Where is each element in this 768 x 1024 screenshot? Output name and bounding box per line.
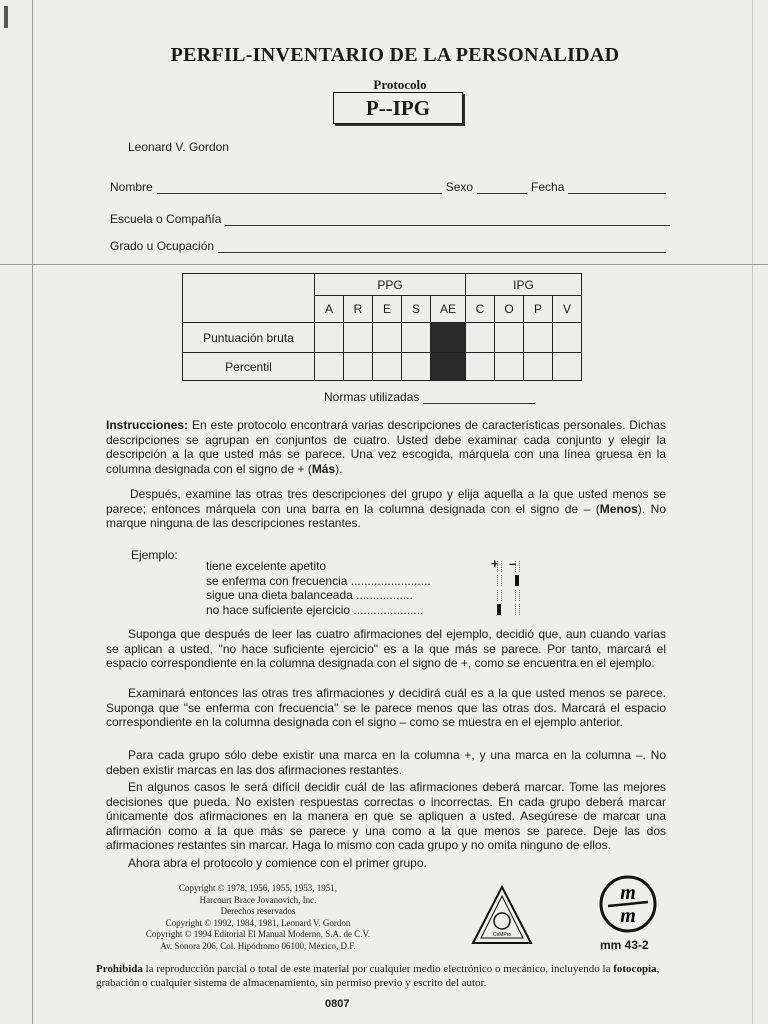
example-item xyxy=(206,574,526,589)
instructions-text-end: ). xyxy=(335,461,343,476)
author-name: Leonard V. Gordon xyxy=(128,140,229,154)
copyright-line: Copyright © 1992, 1984, 1981, Leonard V. Gordon xyxy=(165,917,351,928)
catalog-code: mm 43-2 xyxy=(600,938,649,952)
example-item-text: sigue una dieta balanceada ................. xyxy=(206,588,413,602)
manual-moderno-logo-icon xyxy=(598,874,658,934)
score-cell[interactable] xyxy=(524,323,553,353)
grado-row xyxy=(110,239,670,253)
shaded-cell xyxy=(431,323,466,353)
header-separator xyxy=(0,264,768,265)
percentile-cell[interactable] xyxy=(344,353,373,381)
sexo-label: Sexo xyxy=(445,180,474,194)
notice-text-end: , grabación o cualquier sistema de almacenamiento, sin permiso previo y escrito del autor. xyxy=(96,963,660,989)
row-percentil-label: Percentil xyxy=(183,353,315,381)
instructions-text: Después, examine las otras tres descripciones del grupo y elija aquella a la que usted menos se parece; entonces márquela con una barra en la columna designada con el signo de – ( xyxy=(106,487,666,516)
percentile-cell[interactable] xyxy=(524,353,553,381)
copyright-line: Copyright © 1994 Editorial El Manual Moderno, S.A. de C.V. xyxy=(145,929,371,939)
minus-mark-slot xyxy=(508,589,526,602)
prohibida-label: Prohibida xyxy=(96,963,143,975)
instructions-text-end: ). No marque ninguna de las descripciones restantes. xyxy=(106,501,666,530)
score-cell[interactable] xyxy=(553,323,582,353)
percentile-cell[interactable] xyxy=(402,353,431,381)
copyright-line: Copyright © 1978, 1956, 1955, 1953, 1951, xyxy=(178,883,338,893)
svg-text:CeMPro: CeMPro xyxy=(492,932,512,938)
plus-mark-slot xyxy=(490,560,508,573)
row-bruta-label: Puntuación bruta xyxy=(183,323,315,353)
body-p4: Examinará entonces las otras tres afirmaciones y decidirá cuál es a la que usted menos se parece. Suponga que "se enferma con frecuencia" se le parece menos que las otras dos. Marcará el espacio correspondiente en la columna designada con el signo – como se muestra en el ejemplo anterior. xyxy=(106,686,666,729)
instructions-heading: Instrucciones: xyxy=(106,418,189,432)
shaded-cell xyxy=(431,353,466,381)
example-item xyxy=(206,559,526,574)
scale-header: S xyxy=(402,296,431,323)
example-item-text: tiene excelente apetito xyxy=(206,559,327,573)
normas-label: Normas utilizadas xyxy=(324,390,420,404)
instructions-p1 xyxy=(106,418,666,476)
margin-line-right xyxy=(752,0,753,1024)
protocol-code: P--IPG xyxy=(333,92,463,124)
scale-header: P xyxy=(524,296,553,323)
instructions-text: En este protocolo encontrará varias descripciones de características personales. Dichas descripciones se agrupan en conjuntos de cuatro. Usted debe examinar cada conjunto y elegir la descripción a la que usted más se parece. Una vez escogida, márquela con una línea gruesa en la columna designada con el signo de + ( xyxy=(106,418,666,476)
body-p6: En algunos casos le será difícil decidir cuál de las afirmaciones deberá marcar. Tome las mejores decisiones que pueda. No existen respuestas correctas o incorrectas. En cada grupo deberá marcar únicamente dos afirmaciones en la manera en que se apliquen a usted. Asegúrese de marcar una afirmación como a la que más se parece y una como a la que menos se parece. Deje las dos afirmaciones restantes sin marcar. Haga lo mismo con cada grupo y no omita ninguno de ellos. xyxy=(106,780,666,852)
escuela-row xyxy=(110,212,674,226)
plus-mark-slot xyxy=(490,574,508,587)
copyright-line: Harcourt Brace Jovanovich, Inc. xyxy=(199,894,317,905)
nombre-label: Nombre xyxy=(110,180,153,194)
scan-corner-mark xyxy=(4,6,8,28)
plus-mark-slot xyxy=(490,589,508,602)
notice-text: la reproducción parcial o total de este material por cualquier medio electrónico o mecánico, incluyendo la xyxy=(142,963,614,975)
example-item xyxy=(206,603,526,618)
ipg-header: IPG xyxy=(466,274,582,296)
score-cell[interactable] xyxy=(495,323,524,353)
grado-field[interactable] xyxy=(218,242,666,253)
protocol-label: Protocolo xyxy=(373,77,427,92)
example-item-text: se enferma con frecuencia ........................ xyxy=(206,573,431,588)
example-item xyxy=(206,588,526,603)
nombre-row xyxy=(110,180,670,194)
table-corner xyxy=(183,274,315,323)
page-number: 0807 xyxy=(325,998,350,1010)
escuela-field[interactable] xyxy=(225,215,670,226)
scale-header: E xyxy=(373,296,402,323)
svg-text:m: m xyxy=(620,882,636,904)
ppg-header: PPG xyxy=(315,274,466,296)
normas-row xyxy=(324,390,539,404)
scale-header: R xyxy=(344,296,373,323)
menos-label: Menos xyxy=(599,501,638,516)
plus-mark-solid xyxy=(490,603,508,616)
mas-label: Más xyxy=(311,461,336,476)
body-p5: Para cada grupo sólo debe existir una marca en la columna +, y una marca en la columna –. No deben existir marcas en las dos afirmaciones restantes. xyxy=(106,748,666,777)
grado-label: Grado u Ocupación xyxy=(110,239,215,253)
score-cell[interactable] xyxy=(466,323,495,353)
scale-header: AE xyxy=(431,296,466,323)
scale-header: V xyxy=(553,296,582,323)
form-title: PERFIL-INVENTARIO DE LA PERSONALIDAD xyxy=(170,44,620,66)
example-item-text: no hace suficiente ejercicio ..................... xyxy=(206,602,424,617)
margin-line-left xyxy=(32,0,33,1024)
minus-column-header: – xyxy=(509,556,517,571)
scale-header: O xyxy=(495,296,524,323)
example-list xyxy=(206,559,526,617)
copyright-notice xyxy=(96,962,668,990)
percentile-cell[interactable] xyxy=(315,353,344,381)
fecha-field[interactable] xyxy=(568,183,666,194)
scale-header: C xyxy=(466,296,495,323)
minus-mark-slot xyxy=(508,603,526,616)
cempro-logo-icon xyxy=(470,884,534,946)
body-p7: Ahora abra el protocolo y comience con el primer grupo. xyxy=(128,856,427,870)
score-cell[interactable] xyxy=(315,323,344,353)
percentile-cell[interactable] xyxy=(373,353,402,381)
copyright-line: Av. Sonora 206, Col. Hipódromo 06100, México, D.F. xyxy=(160,940,356,951)
score-cell[interactable] xyxy=(344,323,373,353)
score-cell[interactable] xyxy=(402,323,431,353)
minus-mark-slot xyxy=(508,560,526,573)
percentile-cell[interactable] xyxy=(553,353,582,381)
score-cell[interactable] xyxy=(373,323,402,353)
copyright-line: Derechos reservados xyxy=(220,906,296,916)
fecha-label: Fecha xyxy=(531,180,565,194)
percentile-cell[interactable] xyxy=(466,353,495,381)
svg-text:m: m xyxy=(620,905,636,927)
escuela-label: Escuela o Compañía xyxy=(110,212,222,226)
nombre-field[interactable] xyxy=(157,183,442,194)
body-p3: Suponga que después de leer las cuatro afirmaciones del ejemplo, decidió que, aun cuando varias se aplican a usted, "no hace suficiente ejercicio" es a la que más se parece. Por tanto, marcará el espacio correspondiente en la columna designada con el signo de +, como se encuentra en el ejemplo. xyxy=(106,627,666,670)
score-table xyxy=(182,273,582,381)
copyright-block xyxy=(98,883,418,952)
plus-column-header: + xyxy=(491,556,499,571)
example-label: Ejemplo: xyxy=(131,548,178,562)
scale-header: A xyxy=(315,296,344,323)
fotocopia-label: fotocopia xyxy=(613,963,657,975)
normas-field[interactable] xyxy=(423,393,535,404)
sexo-field[interactable] xyxy=(477,183,527,194)
minus-mark-solid xyxy=(508,574,526,587)
instructions-p2 xyxy=(106,487,666,531)
percentile-cell[interactable] xyxy=(495,353,524,381)
